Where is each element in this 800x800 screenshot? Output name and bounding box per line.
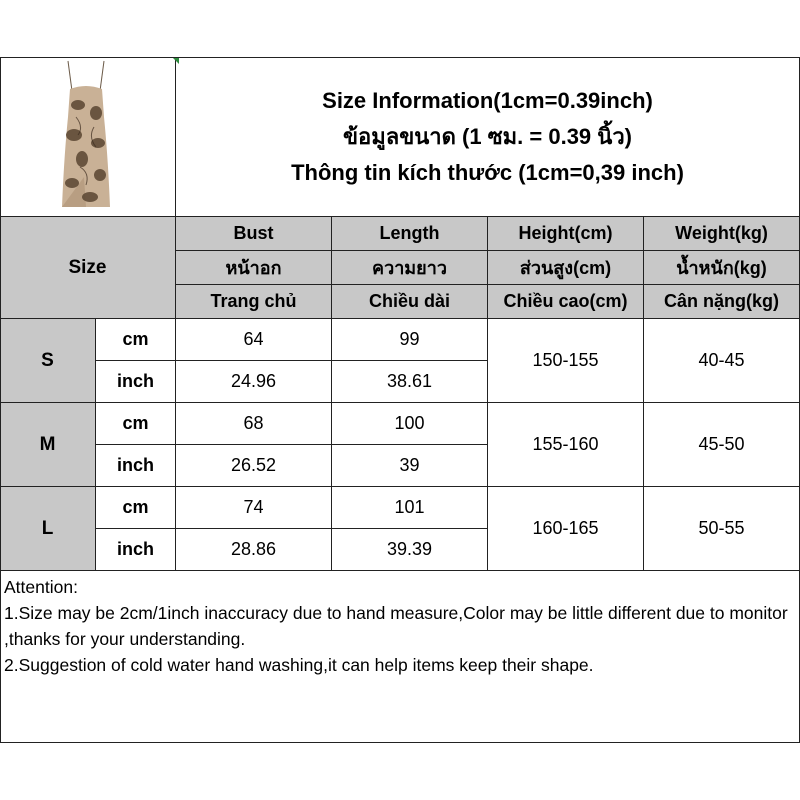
header-weight-vi: Cân nặng(kg)	[644, 285, 800, 319]
bust-cm-l: 74	[176, 487, 332, 529]
length-cm-l: 101	[332, 487, 488, 529]
header-length-th: ความยาว	[332, 251, 488, 285]
dress-image	[0, 57, 174, 215]
header-length-vi: Chiều dài	[332, 285, 488, 319]
unit-cm: cm	[96, 487, 176, 529]
bust-cm-m: 68	[176, 403, 332, 445]
weight-s: 40-45	[644, 319, 800, 403]
bust-inch-l: 28.86	[176, 529, 332, 571]
height-s: 150-155	[488, 319, 644, 403]
height-m: 155-160	[488, 403, 644, 487]
header-bust-th: หน้าอก	[176, 251, 332, 285]
unit-inch: inch	[96, 445, 176, 487]
attention-heading: Attention:	[4, 577, 78, 597]
attention-note-1: 1.Size may be 2cm/1inch inaccuracy due to hand measure,Color may be little different due to monitor ,thanks for your understanding.	[4, 603, 788, 649]
bust-inch-m: 26.52	[176, 445, 332, 487]
size-label-m: M	[0, 403, 96, 487]
title-thai: ข้อมูลขนาด (1 ซม. = 0.39 นิ้ว)	[342, 123, 632, 149]
title-block	[176, 57, 800, 217]
unit-cm: cm	[96, 403, 176, 445]
unit-cm: cm	[96, 319, 176, 361]
size-header: Size	[0, 217, 176, 319]
attention-notes	[0, 571, 800, 743]
header-height-vi: Chiều cao(cm)	[488, 285, 644, 319]
size-label-s: S	[0, 319, 96, 403]
attention-note-2: 2.Suggestion of cold water hand washing,it can help items keep their shape.	[4, 655, 594, 675]
weight-l: 50-55	[644, 487, 800, 571]
header-weight-th: น้ำหนัก(kg)	[644, 251, 800, 285]
bust-cm-s: 64	[176, 319, 332, 361]
bust-inch-s: 24.96	[176, 361, 332, 403]
weight-m: 45-50	[644, 403, 800, 487]
header-bust-vi: Trang chủ	[176, 285, 332, 319]
size-chart	[0, 57, 800, 743]
size-label-l: L	[0, 487, 96, 571]
product-thumbnail	[0, 57, 176, 217]
header-height-th: ส่วนสูง(cm)	[488, 251, 644, 285]
header-bust-en: Bust	[176, 217, 332, 251]
length-inch-m: 39	[332, 445, 488, 487]
header-weight-en: Weight(kg)	[644, 217, 800, 251]
length-cm-m: 100	[332, 403, 488, 445]
unit-inch: inch	[96, 529, 176, 571]
length-inch-s: 38.61	[332, 361, 488, 403]
unit-inch: inch	[96, 361, 176, 403]
height-l: 160-165	[488, 487, 644, 571]
title-english: Size Information(1cm=0.39inch)	[322, 87, 653, 113]
header-height-en: Height(cm)	[488, 217, 644, 251]
length-inch-l: 39.39	[332, 529, 488, 571]
length-cm-s: 99	[332, 319, 488, 361]
title-vietnamese: Thông tin kích thước (1cm=0,39 inch)	[291, 159, 684, 185]
header-length-en: Length	[332, 217, 488, 251]
